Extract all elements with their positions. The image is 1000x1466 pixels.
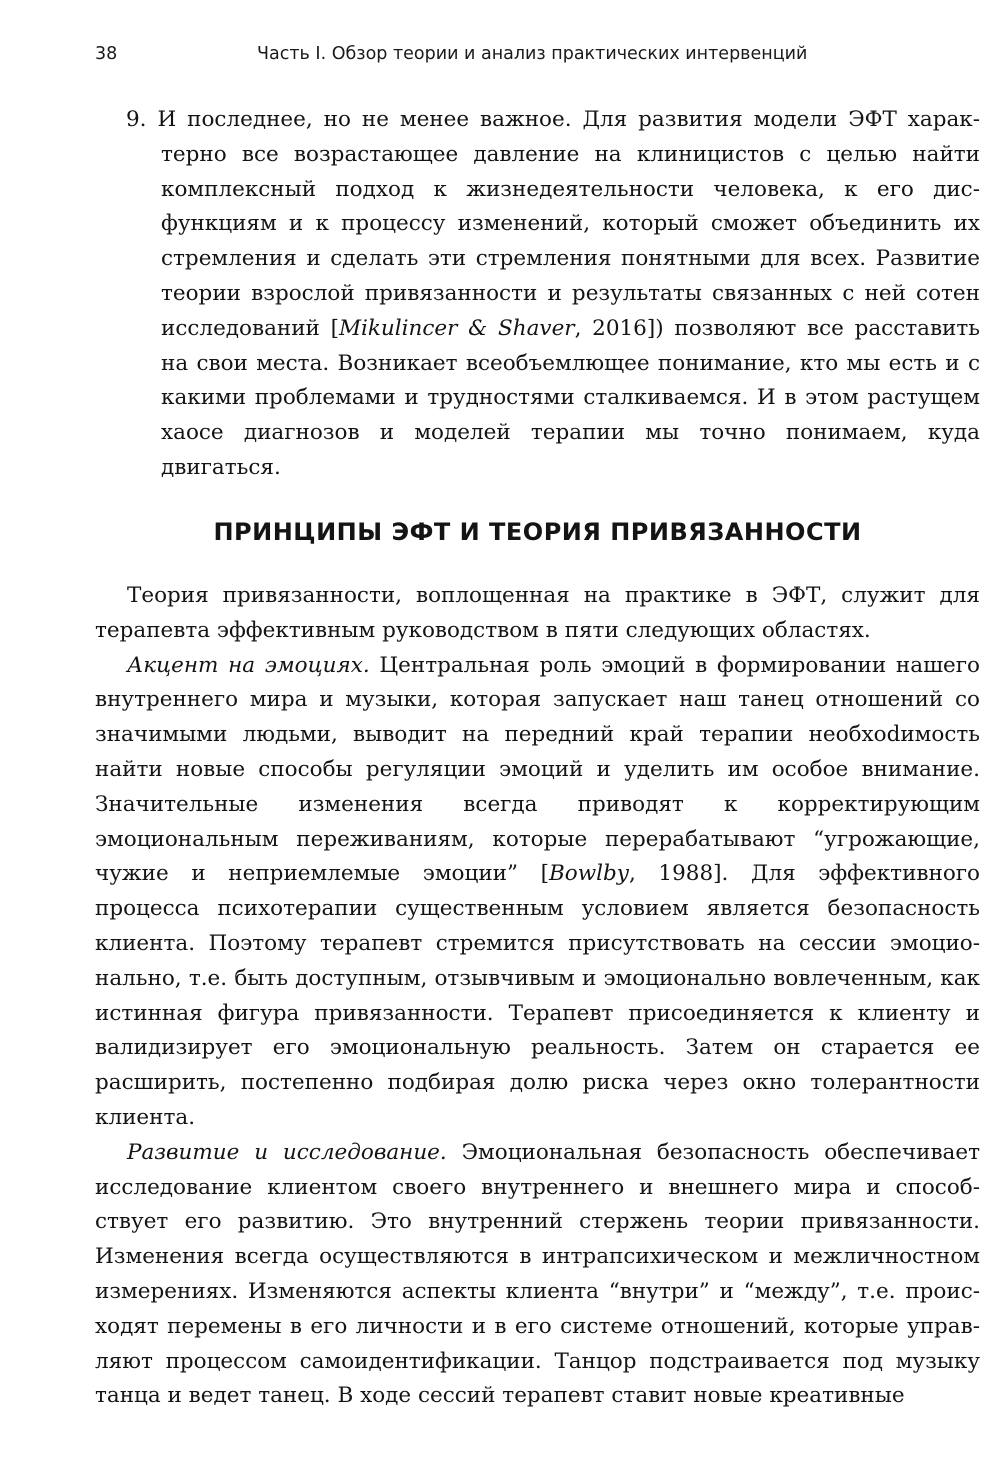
- citation-authors: Mikulincer & Shaver: [339, 315, 575, 341]
- paragraph-emotions: [95, 649, 980, 1136]
- paragraph-emotions-text-a: Центральная роль эмоций в формировании нашего внутреннего мира и музыки, которая запускает наш танец отношений со значимыми людьми, выводит на передний край терапии необхоdимость найти новые способы регуляции эмоций и уделить им особое внимание. Значительные изменения всегда приводят к корректирующим эмоциональным переживаниям, которые перерабатывают “угрожающие, чужие и неприемлемые эмоции” [: [95, 652, 980, 887]
- running-title: Часть I. Обзор теории и анализ практических интервенций: [257, 44, 808, 64]
- item9-text-end: , 2016]) позволяют все расставить на свои места. Возникает всеобъемлющее понимание, кто мы есть и с какими проблемами и трудностями сталкиваемся. И в этом растущем хаосе диагнозов и моделей терапии мы точно понимаем, куда двигаться.: [161, 315, 980, 480]
- item9-text: 9. И последнее, но не менее важное. Для развития модели ЭФТ характерно все возрастающее давление на клиницистов с целью найти комплексный подход к жизнедеятельности человека, к его дисфункциям и к процессу изменений, который сможет объединить их стремления и сделать эти стремления понятными для всех. Развитие теории взрослой привязанности и результаты связанных с ней сотен исследований [: [126, 107, 980, 341]
- paragraph-emotions-text-b: , 1988]. Для эффективного процесса психотерапии существенным условием является безопасность клиента. Поэтому терапевт стремится присутствовать на сессии эмоционально, т.е. быть доступным, отзывчивым и эмоционально вовлеченным, как истинная фигура привязанности. Терапевт присоединяется к клиенту и валидизирует его эмоциональную реальность. Затем он старается ее расширить, постепенно подбирая долю риска через окно толерантности клиента.: [95, 861, 980, 1130]
- list-item-9-paragraph: [95, 103, 980, 486]
- paragraph-development: [95, 1136, 980, 1414]
- citation-bowlby: Bowlby: [549, 861, 629, 887]
- section-heading: ПРИНЦИПЫ ЭФТ И ТЕОРИЯ ПРИВЯЗАННОСТИ: [213, 518, 862, 546]
- paragraph-development-title: Развитие и исследование.: [127, 1139, 447, 1165]
- section-body: [95, 579, 980, 1414]
- running-header: [95, 40, 980, 70]
- intro-paragraph: Теория привязанности, воплощенная на практике в ЭФТ, служит для терапевта эффективным руководством в пяти следующих областях.: [95, 583, 980, 643]
- list-item-9: [95, 103, 980, 486]
- paragraph-emotions-title: Акцент на эмоциях.: [127, 652, 370, 678]
- paragraph-development-text: Эмоциональная безопасность обеспечивает исследование клиентом своего внутреннего и внешнего мира и способствует его развитию. Это внутренний стержень теории привязанности. Изменения всегда осуществляются в интрапсихическом и межличностном измерениях. Изменяются аспекты клиента “внутри” и “между”, т.е. происходят перемены в его личности и в его системе отношений, которые управляют процессом самоидентификации. Танцор подстраивается под музыку танца и ведет танец. В ходе сессий терапевт ставит новые креативные: [95, 1139, 980, 1409]
- page-number: 38: [95, 44, 118, 64]
